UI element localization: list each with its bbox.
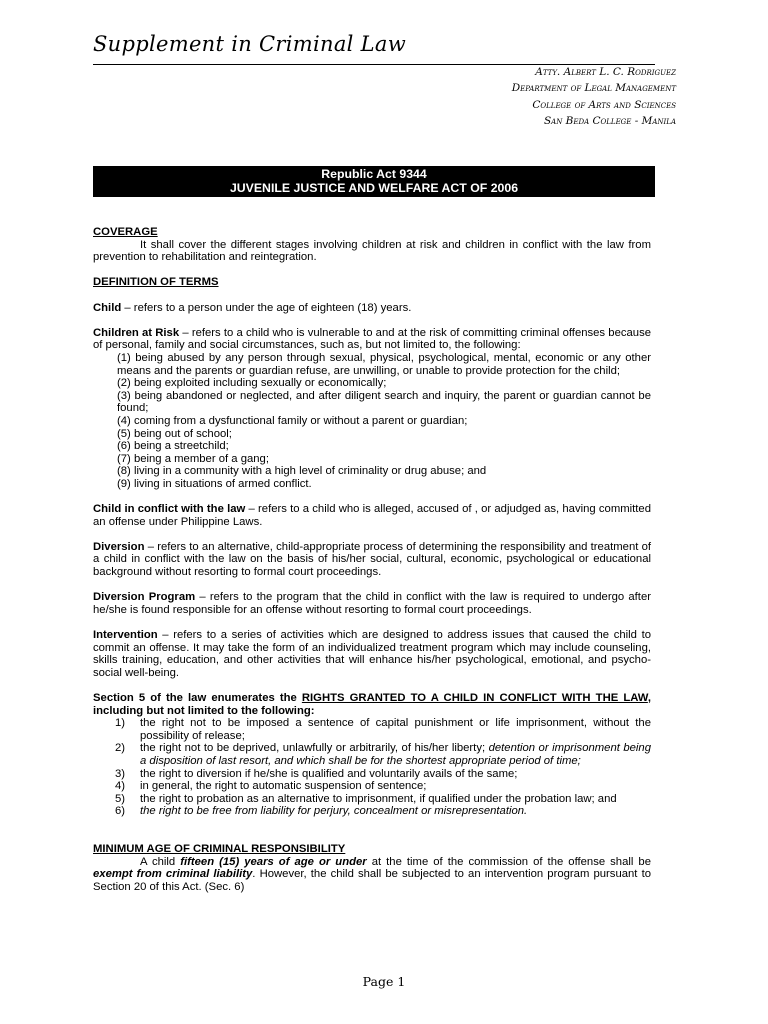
rights-list bbox=[93, 717, 651, 818]
act-number: Republic Act 9344 bbox=[321, 167, 427, 181]
rights-item bbox=[93, 793, 651, 806]
definition-cicl bbox=[93, 503, 651, 528]
list-item: (3) being abandoned or neglected, and after diligent search and inquiry, the parent or guardian cannot be found; bbox=[117, 389, 651, 415]
author-department: Department of Legal Management bbox=[511, 82, 676, 95]
item-number: 2) bbox=[115, 742, 126, 755]
item-text: in general, the right to automatic suspension of sentence; bbox=[140, 780, 427, 793]
definition-intervention bbox=[93, 629, 651, 679]
item-text: the right to diversion if he/she is qualified and voluntarily avails of the same; bbox=[140, 767, 518, 780]
list-item: (4) coming from a dysfunctional family or without a parent or guardian; bbox=[117, 414, 468, 427]
min-age-emphasis-age: fifteen (15) years of age or under bbox=[180, 855, 367, 868]
item-italic-text: the right to be free from liability for perjury, concealment or misrepresentation. bbox=[140, 805, 528, 818]
rights-intro-tail: , including but not limited to the following: bbox=[93, 691, 651, 717]
item-text: the right not to be imposed a sentence of capital punishment or life imprisonment, without the possibility of release; bbox=[140, 717, 651, 742]
item-text: the right not to be deprived, unlawfully or arbitrarily, of his/her liberty; bbox=[140, 742, 489, 755]
page-number: Page 1 bbox=[362, 974, 406, 989]
list-item: (8) living in a community with a high level of criminality or drug abuse; and bbox=[117, 465, 487, 478]
document-body bbox=[93, 226, 651, 893]
item-text: the right to probation as an alternative to imprisonment, if qualified under the probation law; and bbox=[140, 792, 617, 805]
definition-text: – refers to an alternative, child-appropriate process of determining the responsibility and treatment of a child in conflict with the law on the basis of his/her social, cultural, economic, psychological or educational background without resorting to formal court proceedings. bbox=[93, 540, 651, 579]
author-block bbox=[512, 64, 676, 129]
definition-text: – refers to a series of activities which are designed to address issues that caused the child to commit an offense. It may take the form of an individualized treatment program which may include counseling, skills training, education, and other activities that will enhance his/her psychological, emotional, and psycho-social well-being. bbox=[93, 629, 651, 679]
rights-item bbox=[93, 780, 651, 793]
running-header-title: Supplement in Criminal Law bbox=[93, 32, 406, 56]
rights-item bbox=[93, 742, 651, 767]
term: Child bbox=[93, 301, 122, 314]
list-item: (2) being exploited including sexually or economically; bbox=[117, 377, 387, 390]
author-college: College of Arts and Sciences bbox=[532, 98, 676, 111]
author-institution: San Beda College - Manila bbox=[543, 114, 676, 127]
min-age-heading: MINIMUM AGE OF CRIMINAL RESPONSIBILITY bbox=[93, 843, 346, 856]
min-age-text-2: at the time of the commission of the offense shall be bbox=[366, 855, 651, 868]
definition-diversion-program bbox=[93, 591, 651, 616]
definition-text: – refers to the program that the child in conflict with the law is required to undergo after he/she is found responsible for an offense without resorting to formal court proceedings. bbox=[93, 591, 651, 616]
definition-text: – refers to a child who is vulnerable to and at the risk of committing criminal offenses because of personal, family and social circumstances, such as, but not limited to, the following: bbox=[93, 326, 651, 352]
rights-item bbox=[93, 805, 651, 818]
item-number: 5) bbox=[115, 792, 126, 805]
item-number: 1) bbox=[115, 717, 126, 730]
definition-diversion bbox=[93, 541, 651, 579]
term: Intervention bbox=[93, 629, 158, 641]
list-item: (6) being a streetchild; bbox=[117, 440, 229, 453]
rights-item bbox=[93, 768, 651, 781]
min-age-text-1: A child bbox=[140, 855, 181, 868]
list-item: (7) being a member of a gang; bbox=[117, 452, 269, 465]
rights-item bbox=[93, 717, 651, 742]
item-italic-text: detention or imprisonment being a disposition of last resort, and which shall be for the shortest appropriate period of time; bbox=[140, 742, 652, 767]
coverage-heading: COVERAGE bbox=[93, 226, 158, 238]
term: Diversion Program bbox=[93, 591, 196, 604]
definition-text: – refers to a child who is alleged, accused of , or adjudged as, having committed an offense under Philippine Laws. bbox=[93, 503, 651, 528]
term: Child in conflict with the law bbox=[93, 503, 246, 516]
definitions-heading: DEFINITION OF TERMS bbox=[93, 276, 219, 289]
definition-child bbox=[93, 302, 651, 315]
definition-text: – refers to a person under the age of eighteen (18) years. bbox=[121, 301, 412, 314]
list-item: (1) being abused by any person through sexual, physical, psychological, mental, economic or any other means and the parents or guardian refuse, are unwilling, or unable to provide protection for the child; bbox=[117, 351, 651, 377]
min-age-emphasis-exempt: exempt from criminal liability bbox=[93, 868, 253, 881]
item-number: 4) bbox=[115, 780, 126, 793]
term: Children at Risk bbox=[93, 326, 180, 339]
risk-list bbox=[93, 352, 651, 491]
min-age-text bbox=[93, 856, 651, 894]
act-title: JUVENILE JUSTICE AND WELFARE ACT OF 2006 bbox=[229, 181, 519, 195]
coverage-text: It shall cover the different stages involving children at risk and children in conflict with the law from prevention to rehabilitation and reintegration. bbox=[93, 238, 651, 264]
title-banner bbox=[93, 166, 655, 197]
author-name: Atty. Albert L. C. Rodriguez bbox=[535, 66, 676, 78]
list-item: (5) being out of school; bbox=[117, 427, 232, 440]
min-age-text-3: . However, the child shall be subjected to an intervention program pursuant to Section 20 of this Act. (Sec. 6) bbox=[93, 868, 651, 893]
rights-intro-text: Section 5 of the law enumerates the bbox=[93, 691, 302, 704]
item-number: 3) bbox=[115, 767, 126, 780]
rights-intro-emphasis: RIGHTS GRANTED TO A CHILD IN CONFLICT WITH THE LAW bbox=[301, 691, 648, 704]
list-item: (9) living in situations of armed conflict. bbox=[117, 477, 312, 490]
definition-children-at-risk bbox=[93, 327, 651, 352]
term: Diversion bbox=[93, 540, 145, 553]
rights-intro bbox=[93, 692, 651, 717]
item-number: 6) bbox=[115, 805, 126, 818]
